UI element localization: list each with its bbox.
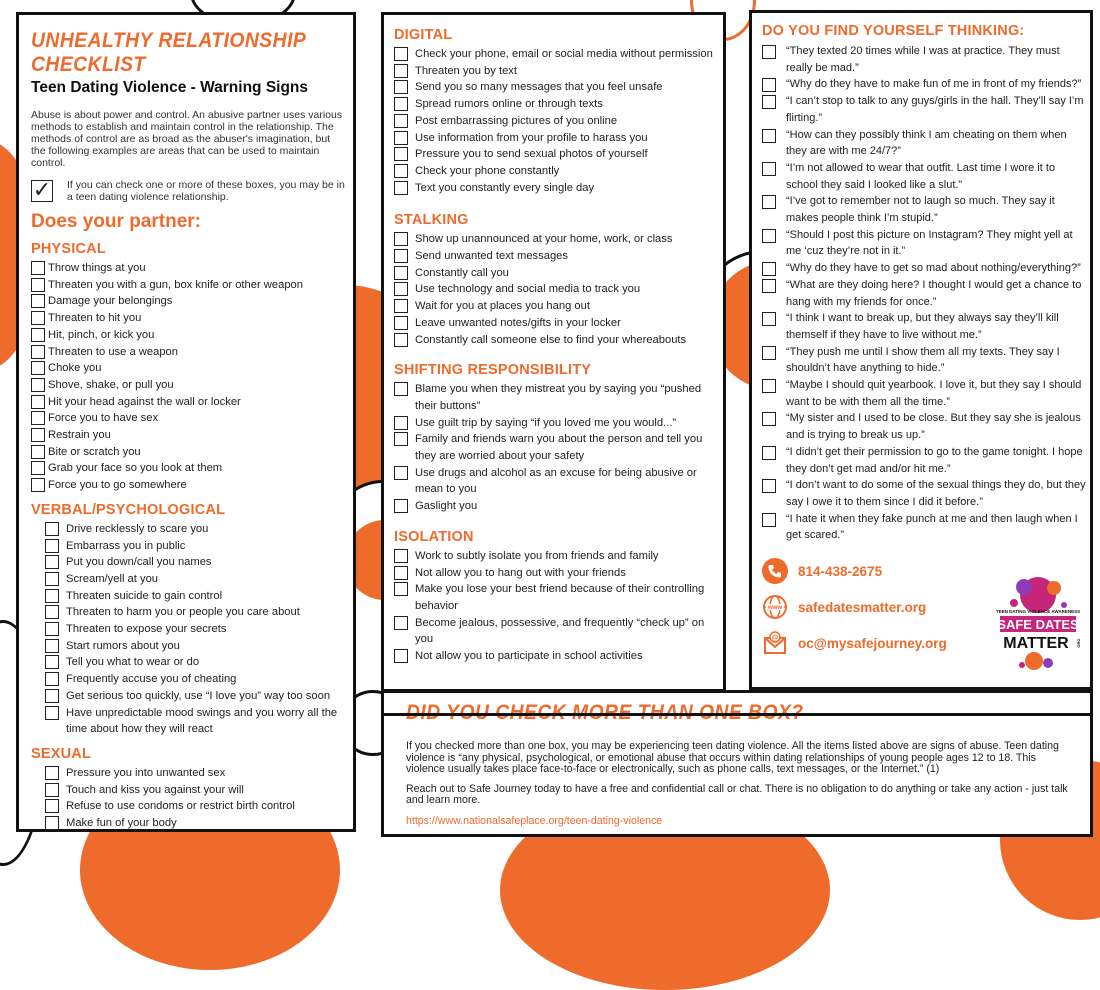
bottom-paragraph-2: Reach out to Safe Journey today to have a free and confidential call or chat. There is no obligation to do anything or take any action - just talk and learn more.: [406, 782, 1068, 806]
checklist-item: [31, 477, 347, 494]
checkbox[interactable]: [394, 549, 408, 563]
checklist-item-label: Pressure you into unwanted sex: [66, 766, 226, 779]
checklist-item: [31, 765, 347, 782]
checklist-item: [762, 193, 1086, 226]
checklist-item-label: Constantly call someone else to find your whereabouts: [415, 333, 687, 346]
checklist-item-label: Frequently accuse you of cheating: [66, 673, 237, 686]
checklist-item: [31, 638, 347, 655]
checklist-item-label: Refuse to use condoms or restrict birth control: [66, 800, 295, 813]
checkbox[interactable]: [762, 95, 776, 109]
checklist-item: [394, 63, 719, 80]
checklist-item-label: Damage your belongings: [48, 295, 173, 308]
checklist-item: [762, 93, 1086, 126]
checklist-item: [762, 227, 1086, 260]
thinking-heading: DO YOU FIND YOURSELF THINKING:: [762, 23, 1025, 39]
checklist-item: [31, 260, 347, 277]
checklist-item: [394, 180, 719, 197]
checklist-item: [762, 43, 1086, 76]
checkbox[interactable]: [762, 513, 776, 527]
checklist-item: [394, 381, 719, 414]
checkbox[interactable]: [762, 262, 776, 276]
checkbox[interactable]: [31, 428, 45, 442]
checklist-item-label: Not allow you to participate in school activities: [415, 650, 643, 663]
checkbox[interactable]: [45, 605, 59, 619]
checkbox[interactable]: [394, 147, 408, 161]
checklist-item: [31, 410, 347, 427]
checklist-item: [31, 588, 347, 605]
checkbox[interactable]: [45, 766, 59, 780]
does-your-partner-heading: Does your partner:: [31, 211, 201, 232]
checklist-item: [394, 96, 719, 113]
checklist-item: [31, 277, 347, 294]
checklist-item-label: Get serious too quickly, use “I love you” way too soon: [66, 689, 331, 702]
checkbox[interactable]: [762, 412, 776, 426]
checklist-item-label: Put you down/call you names: [66, 556, 212, 569]
logo-suffix: ORG: [1076, 638, 1081, 648]
checkbox[interactable]: [394, 164, 408, 178]
checkbox[interactable]: [762, 346, 776, 360]
sexual-list: [31, 765, 347, 832]
checklist-item: [31, 554, 347, 571]
checkbox[interactable]: [394, 80, 408, 94]
checklist-item: [394, 498, 719, 515]
checklist-item-label: “Should I post this picture on Instagram? They might yell at me ‘cuz they’re not in it.”: [786, 228, 1073, 258]
checklist-item: [762, 410, 1086, 443]
checklist-subtitle: Teen Dating Violence - Warning Signs: [31, 79, 309, 96]
checkbox[interactable]: [31, 461, 45, 475]
checkbox[interactable]: [31, 345, 45, 359]
checklist-item-label: Threaten to hit you: [48, 312, 142, 325]
checklist-item: [394, 615, 719, 648]
verbal-heading: VERBAL/PSYCHOLOGICAL: [31, 501, 226, 518]
checklist-item-label: Threaten you with a gun, box knife or other weapon: [48, 278, 303, 291]
checklist-item-label: Post embarrassing pictures of you online: [415, 114, 618, 127]
checkbox[interactable]: [45, 783, 59, 797]
checklist-item-label: “I hate it when they fake punch at me and then laugh when I get scared.”: [786, 512, 1078, 542]
checklist-item-label: “Why do they have to get so mad about nothing/everything?”: [786, 262, 1081, 275]
checklist-item-label: Text you constantly every single day: [415, 181, 595, 194]
checklist-item-label: Throw things at you: [48, 262, 146, 274]
checklist-item-label: Embarrass you in public: [66, 539, 186, 552]
checklist-item: [31, 394, 347, 411]
checkbox[interactable]: [394, 382, 408, 396]
checkbox[interactable]: [45, 622, 59, 636]
checkbox[interactable]: [31, 311, 45, 325]
sexual-heading: SEXUAL: [31, 745, 92, 762]
checkbox[interactable]: [394, 114, 408, 128]
logo-line2: SAFE DATES: [997, 617, 1079, 632]
checklist-item-label: Check your phone constantly: [415, 164, 560, 177]
checkmark-icon: ✓: [32, 177, 52, 202]
checklist-item: [762, 477, 1086, 510]
bottom-title-underline: [381, 713, 1093, 716]
checklist-item: [394, 46, 719, 63]
checkbox[interactable]: [394, 181, 408, 195]
checklist-item-label: Constantly call you: [415, 266, 509, 279]
checklist-item: [394, 581, 719, 614]
checklist-item: [31, 815, 347, 832]
checklist-item-label: “Why do they have to make fun of me in front of my friends?”: [786, 78, 1082, 91]
checkbox[interactable]: [394, 97, 408, 111]
checklist-item-label: Family and friends warn you about the person and tell you they are worried about your safety: [415, 433, 703, 463]
checkbox[interactable]: [394, 616, 408, 630]
checklist-item: [394, 298, 719, 315]
checklist-item-label: Grab your face so you look at them: [48, 462, 223, 475]
checklist-item: [31, 798, 347, 815]
checkbox[interactable]: [45, 639, 59, 653]
physical-list: [31, 260, 347, 494]
checkbox[interactable]: [762, 45, 776, 59]
checklist-item: [762, 76, 1086, 93]
checkbox[interactable]: [31, 278, 45, 292]
isolation-heading: ISOLATION: [394, 528, 474, 545]
checkbox[interactable]: [762, 379, 776, 393]
checklist-item: [31, 688, 347, 705]
checklist-item-label: Make you lose your best friend because of their controlling behavior: [415, 583, 705, 612]
checkbox[interactable]: [31, 378, 45, 392]
checkbox[interactable]: [394, 333, 408, 347]
checklist-item: [31, 427, 347, 444]
check-note: [31, 179, 347, 203]
checkbox[interactable]: [31, 395, 45, 409]
checklist-item-label: Work to subtly isolate you from friends and family: [415, 549, 659, 562]
globe-icon: [762, 594, 788, 620]
resource-link[interactable]: https://www.nationalsafeplace.org/teen-dating-violence: [406, 814, 663, 827]
checkbox[interactable]: [45, 539, 59, 553]
isolation-list: [394, 548, 719, 665]
checkbox[interactable]: [45, 572, 59, 586]
checkbox[interactable]: [31, 445, 45, 459]
checklist-item-label: Threaten suicide to gain control: [66, 589, 223, 602]
physical-heading: PHYSICAL: [31, 241, 106, 257]
checklist-item-label: Use drugs and alcohol as an excuse for being abusive or mean to you: [415, 466, 697, 496]
checklist-item: [394, 431, 719, 464]
checklist-item-label: “I don’t want to do some of the sexual things they do, but they say I owe it to them since I did it before.”: [786, 479, 1086, 508]
checklist-item: [394, 146, 719, 163]
checklist-item: [394, 648, 719, 665]
checklist-item: [762, 444, 1086, 477]
checklist-item-label: Gaslight you: [415, 500, 478, 513]
checkbox[interactable]: [394, 649, 408, 663]
checkbox[interactable]: [45, 689, 59, 703]
checklist-item: [394, 231, 719, 248]
checklist-item-label: “I think I want to break up, but they always say they’ll kill themself if they have to live without me.”: [786, 312, 1059, 341]
checkbox[interactable]: [394, 232, 408, 246]
checklist-item: [394, 265, 719, 282]
checklist-item: [31, 705, 347, 738]
checklist-item-label: “My sister and I used to be close. But they say she is jealous and is trying to break us up.”: [786, 412, 1081, 442]
checkbox[interactable]: [31, 478, 45, 492]
checkbox[interactable]: [762, 279, 776, 293]
checklist-item: [762, 260, 1086, 277]
checklist-item: [762, 310, 1086, 343]
checklist-item: [394, 163, 719, 180]
checklist-item: [31, 360, 347, 377]
checklist-item-label: Use technology and social media to track you: [415, 283, 641, 296]
checkbox[interactable]: [45, 706, 59, 720]
checkbox[interactable]: [762, 446, 776, 460]
checklist-item-label: Threaten to expose your secrets: [66, 623, 227, 636]
checkbox[interactable]: [762, 229, 776, 243]
checklist-item: [31, 327, 347, 344]
checklist-item-label: “I didn’t get their permission to go to the game tonight. I hope they don’t get mad and/or hit me.”: [786, 445, 1083, 475]
checklist-item-label: “They texted 20 times while I was at practice. They must really be mad.”: [786, 45, 1060, 74]
checklist-item-label: Scream/yell at you: [66, 572, 159, 585]
checklist-item: [394, 565, 719, 582]
checklist-item: [394, 79, 719, 96]
checklist-item-label: Force you to go somewhere: [48, 479, 187, 492]
checkbox[interactable]: [31, 361, 45, 375]
checklist-item-label: Spread rumors online or through texts: [415, 98, 603, 111]
checkbox[interactable]: [45, 522, 59, 536]
checklist-item-label: Shove, shake, or pull you: [48, 378, 174, 391]
checkbox[interactable]: [762, 312, 776, 326]
right-panel: [749, 10, 1093, 690]
checkbox[interactable]: [45, 589, 59, 603]
checklist-item: [31, 460, 347, 477]
checklist-item-label: “How can they possibly think I am cheating on them when they are with me 24/7?”: [786, 128, 1067, 158]
checkbox[interactable]: [394, 466, 408, 480]
checkbox[interactable]: [45, 655, 59, 669]
checkbox[interactable]: [394, 249, 408, 263]
phone-icon: [762, 558, 788, 584]
checklist-item: [31, 671, 347, 688]
checklist-item: [394, 113, 719, 130]
svg-text:www: www: [767, 605, 783, 612]
checklist-item-label: Touch and kiss you against your will: [66, 783, 244, 796]
shifting-heading: SHIFTING RESPONSIBILITY: [394, 362, 592, 379]
phone-number: 814-438-2675: [798, 563, 883, 579]
checklist-item: [31, 310, 347, 327]
checklist-item: [762, 377, 1086, 410]
checklist-item: [394, 332, 719, 349]
digital-heading: DIGITAL: [394, 27, 453, 43]
checkbox[interactable]: [394, 131, 408, 145]
checklist-item: [394, 548, 719, 565]
checklist-item-label: Leave unwanted notes/gifts in your locker: [415, 316, 621, 329]
checklist-item-label: Threaten to use a weapon: [48, 345, 178, 358]
checkbox[interactable]: [31, 261, 45, 275]
checklist-item-label: Bite or scratch you: [48, 445, 141, 458]
checkbox[interactable]: [394, 582, 408, 596]
intro-text: Abuse is about power and control. An abusive partner uses various methods to establish and maintain control in the relationship. The methods of control are as broad as the abuser's imagination, but the following examples are areas that can be used to maintain control.: [31, 109, 343, 169]
checkbox[interactable]: [45, 799, 59, 813]
checklist-item-label: Show up unannounced at your home, work, or class: [415, 233, 673, 246]
checklist-item: [31, 571, 347, 588]
website-link: safedatesmatter.org: [798, 599, 927, 615]
bottom-paragraph-1: If you checked more than one box, you may be experiencing teen dating violence. All the items listed above are signs of abuse. Teen dating violence is “any physical, psychological, or emotional abuse that occurs within dating relationships of young people ages 12 to 18. This violence usually takes place face-to-face or electronically, such as phone calls, text messages, or the Internet.” (1): [406, 740, 1059, 775]
checklist-item-label: Threaten you by text: [415, 64, 517, 77]
stalking-list: [394, 231, 719, 348]
checkbox[interactable]: [394, 499, 408, 513]
checklist-item-label: “Maybe I should quit yearbook. I love it, but they say I should want to be with them all the time.”: [786, 379, 1082, 408]
checklist-item-label: Make fun of your body: [66, 817, 177, 830]
checklist-item-label: Check your phone, email or social media without permission: [415, 48, 713, 60]
checklist-item-label: Choke you: [48, 362, 102, 375]
left-panel: [16, 12, 356, 832]
logo-line1: TEEN DATING VIOLENCE AWARENESS: [995, 609, 1081, 614]
checklist-item: [394, 315, 719, 332]
checklist-item: [31, 344, 347, 361]
logo-line3: MATTER: [1003, 635, 1069, 652]
digital-list: [394, 46, 719, 196]
checklist-item-label: Threaten to harm you or people you care about: [66, 606, 300, 619]
checkbox[interactable]: [394, 432, 408, 446]
checkbox[interactable]: [394, 299, 408, 313]
checklist-item: [31, 621, 347, 638]
checkbox[interactable]: [762, 162, 776, 176]
checkbox[interactable]: [45, 555, 59, 569]
checklist-item-label: Blame you when they mistreat you by saying you “pushed their buttons”: [415, 383, 702, 412]
checklist-item: [31, 782, 347, 799]
checkbox[interactable]: [31, 411, 45, 425]
checklist-item-label: Hit your head against the wall or locker: [48, 395, 241, 408]
checklist-item: [31, 444, 347, 461]
checklist-item: [762, 511, 1086, 544]
checkbox[interactable]: [762, 195, 776, 209]
checklist-item-label: “I can’t stop to talk to any guys/girls in the hall. They’ll say I’m flirting.”: [786, 95, 1084, 124]
checklist-item: [762, 160, 1086, 193]
checklist-item-label: Become jealous, possessive, and frequently “check up” on you: [415, 616, 705, 646]
checklist-item-label: Drive recklessly to scare you: [66, 522, 209, 535]
email-address: oc@mysafejourney.org: [798, 635, 947, 651]
checkbox[interactable]: [394, 47, 408, 61]
checklist-item-label: Pressure you to send sexual photos of yourself: [415, 148, 648, 161]
middle-panel: [381, 12, 726, 692]
checklist-item: [394, 415, 719, 432]
checklist-item-label: Force you to have sex: [48, 412, 159, 425]
email-icon: [762, 630, 788, 656]
checkbox[interactable]: [394, 316, 408, 330]
checklist-item: [31, 604, 347, 621]
checklist-item: [394, 465, 719, 498]
checklist-item: [394, 248, 719, 265]
checklist-item: [762, 277, 1086, 310]
safe-dates-matter-logo: [994, 573, 1082, 673]
checklist-item-label: Start rumors about you: [66, 639, 180, 652]
checklist-item: [31, 654, 347, 671]
stalking-heading: STALKING: [394, 212, 469, 229]
checkbox[interactable]: [394, 416, 408, 430]
checklist-item-label: “They push me until I show them all my texts. They say I shouldn’t have anything to hide.”: [786, 345, 1060, 375]
checklist-item: [31, 377, 347, 394]
checkbox[interactable]: [762, 78, 776, 92]
checkbox[interactable]: [394, 566, 408, 580]
checklist-item: [394, 281, 719, 298]
checklist-item-label: Send you so many messages that you feel unsafe: [415, 81, 663, 94]
checklist-item: [31, 538, 347, 555]
shifting-list: [394, 381, 719, 515]
checklist-item-label: Not allow you to hang out with your friends: [415, 566, 626, 579]
checkbox[interactable]: [394, 282, 408, 296]
checklist-item-label: Wait for you at places you hang out: [415, 300, 590, 313]
checklist-item: [762, 127, 1086, 160]
checkbox[interactable]: [762, 129, 776, 143]
check-note-text: If you can check one or more of these boxes, you may be in a teen dating violence relationship.: [67, 179, 345, 203]
checkbox[interactable]: [45, 816, 59, 830]
verbal-list: [31, 521, 347, 738]
checklist-item-label: Hit, pinch, or kick you: [48, 328, 155, 341]
checkbox[interactable]: [31, 294, 45, 308]
checkbox[interactable]: [394, 266, 408, 280]
checklist-item: [394, 130, 719, 147]
checklist-item-label: Restrain you: [48, 429, 111, 442]
checklist-item-label: “I’m not allowed to wear that outfit. Last time I wore it to school they said I looked like a slut.”: [786, 161, 1056, 191]
checklist-item-label: Use information from your profile to harass you: [415, 131, 648, 144]
checklist-item-label: Tell you what to wear or do: [66, 656, 200, 669]
checklist-item-label: Send unwanted text messages: [415, 250, 568, 263]
checkbox[interactable]: [394, 64, 408, 78]
checkbox[interactable]: [45, 672, 59, 686]
checklist-item-label: Have unpredictable mood swings and you worry all the time about how they will react: [66, 706, 338, 736]
checklist-item: [31, 293, 347, 310]
thinking-list: [762, 43, 1086, 544]
checklist-item: [31, 521, 347, 538]
checklist-item-label: Use guilt trip by saying “if you loved me you would...”: [415, 416, 677, 429]
checklist-item-label: “What are they doing here? I thought I would get a chance to hang with my friends for once.”: [786, 278, 1082, 308]
checklist-item-label: “I’ve got to remember not to laugh so much. They say it makes people think I’m stupid.”: [786, 195, 1055, 225]
svg-text:@: @: [771, 634, 779, 642]
checkbox[interactable]: [31, 328, 45, 342]
checklist-item: [762, 344, 1086, 377]
checklist-title: UNHEALTHY RELATIONSHIP CHECKLIST: [31, 29, 306, 76]
checkbox[interactable]: [762, 479, 776, 493]
